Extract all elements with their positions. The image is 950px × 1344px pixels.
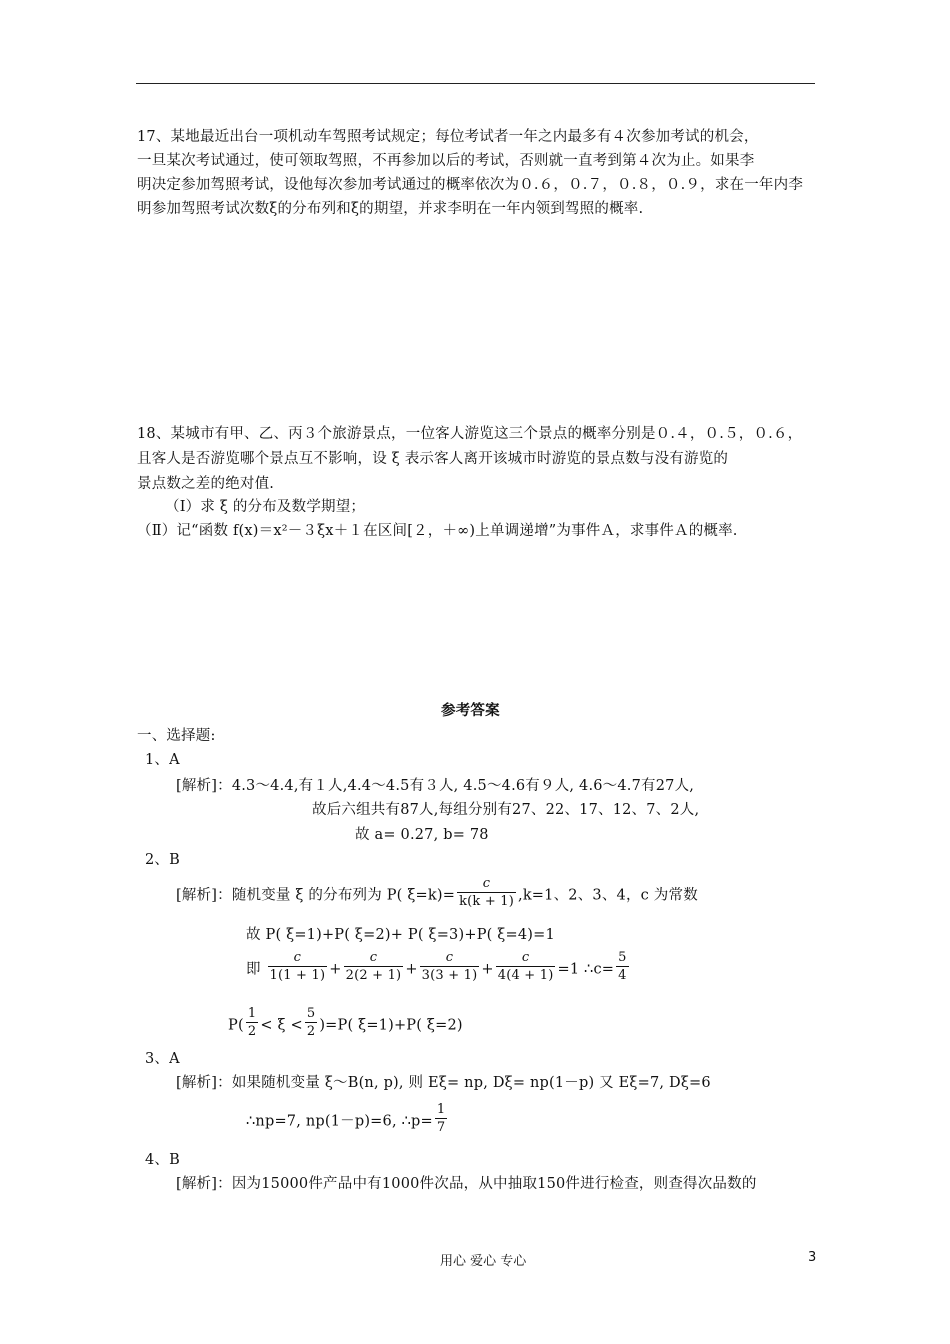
fraction-3: [420, 949, 480, 984]
section-choice: 一、选择题:: [137, 728, 216, 744]
fraction-denominator: 4: [618, 968, 627, 983]
fraction-numerator: c: [496, 949, 556, 967]
answer-1-line-2: 故后六组共有87人,每组分别有27、22、17、12、7、2人,: [312, 802, 700, 818]
q18-line-1: 18、某城市有甲、乙、丙３个旅游景点，一位客人游览这三个景点的概率分别是０.４，０.５，０.６，: [137, 426, 803, 442]
page-number: 3: [808, 1250, 817, 1265]
answer-2-label: 2、B: [145, 852, 180, 868]
fraction-denominator: 2: [247, 1024, 257, 1039]
fraction-numerator: 1: [436, 1102, 446, 1117]
q17-line-4: 明参加驾照考试次数ξ的分布列和ξ的期望，并求李明在一年内领到驾照的概率.: [137, 201, 644, 217]
footer-slogan: 用心 爱心 专心: [440, 1254, 527, 1269]
answer-1-line-3: 故 a= 0.27, b= 78: [355, 827, 489, 843]
answer-4-label: 4、B: [145, 1152, 180, 1168]
answer-2-line-2: 故 P( ξ=1)+P( ξ=2)+ P( ξ=3)+P( ξ=4)=1: [246, 927, 555, 943]
fraction-denominator: 7: [436, 1120, 446, 1135]
fraction-denominator: 2(2 + 1): [345, 968, 402, 983]
answer-2-line-4-mid: < ξ <: [260, 1017, 303, 1034]
answer-2-line-3-mid: =1 ∴c=: [557, 961, 615, 978]
fraction-c-value: [616, 949, 628, 984]
q18-part-2: （Ⅱ）记“函数 f(x)＝x²－３ξx＋１在区间[２，＋∞)上单调递增”为事件Ａ，求事件Ａ的概率.: [137, 523, 738, 539]
answer-1-line-1: [解析]：4.3～4.4,有１人,4.4～4.5有３人, 4.5～4.6有９人, 4.6～4.7有27人,: [176, 778, 695, 794]
fraction-denominator: k(k + 1): [459, 894, 515, 909]
answer-2-line-4-post: )=P( ξ=1)+P( ξ=2): [319, 1017, 463, 1034]
q18-part-1: （Ⅰ）求 ξ 的分布及数学期望；: [165, 499, 366, 515]
fraction-1: [268, 949, 328, 984]
fraction-p-value: [435, 1101, 447, 1136]
answer-2-line-3-pre: 即: [246, 961, 261, 978]
fraction-numerator: 5: [618, 950, 627, 965]
answer-3-line-1: [解析]：如果随机变量 ξ～B(n, p), 则 Eξ= np, Dξ= np(1－p) 又 Eξ=7, Dξ=6: [176, 1075, 711, 1091]
answer-2-line-1-pre: [解析]：随机变量 ξ 的分布列为 P( ξ=k)=: [176, 887, 456, 904]
fraction-half: [246, 1005, 258, 1040]
answer-3-label: 3、A: [145, 1051, 180, 1067]
fraction-denominator: 2: [306, 1024, 316, 1039]
q17-line-3: 明决定参加驾照考试，设他每次参加考试通过的概率依次为０.６，０.７，０.８，０.９，求在一年内李: [137, 177, 804, 193]
answer-3-line-2-pre: ∴np=7, np(1－p)=6, ∴p=: [246, 1113, 433, 1130]
header-rule: [136, 83, 815, 84]
q18-line-3: 景点数之差的绝对值.: [137, 476, 275, 492]
fraction-numerator: c: [420, 949, 480, 967]
fraction-numerator: c: [344, 949, 404, 967]
fraction-denominator: 3(3 + 1): [421, 968, 478, 983]
answer-4-line-1: [解析]：因为15000件产品中有1000件次品，从中抽取150件进行检查，则查得次品数的: [176, 1176, 757, 1192]
fraction-numerator: 5: [306, 1006, 316, 1021]
answer-2-line-1: [176, 878, 698, 913]
fraction-numerator: c: [268, 949, 328, 967]
fraction-2: [344, 949, 404, 984]
fraction-c-over-k: [457, 875, 516, 910]
q17-line-1: 17、某地最近出台一项机动车驾照考试规定；每位考试者一年之内最多有４次参加考试的机会，: [137, 129, 759, 145]
q17-line-2: 一旦某次考试通过，使可领取驾照，不再参加以后的考试，否则就一直考到第４次为止。如果李: [137, 153, 755, 169]
answer-2-line-4: [228, 1008, 463, 1043]
answer-1-label: 1、A: [145, 752, 180, 768]
fraction-five-halves: [305, 1005, 317, 1040]
fraction-numerator: 1: [247, 1006, 257, 1021]
answers-title: 参考答案: [441, 702, 500, 719]
answer-2-line-1-post: ,k=1、2、3、4，c 为常数: [518, 887, 698, 904]
answer-2-line-3: 即 $\frac{c}{1(1 + 1)}$ + $\frac{c}{2(2 + 1)}$ + $\frac{c}{3(3 + 1)}$ + $\frac{c}{4(4 + 1)}$ =1 ∴c= $\frac{5}{4}$: [246, 950, 627, 983]
answer-2-line-4-pre: P(: [228, 1017, 244, 1034]
fraction-numerator: c: [457, 875, 516, 893]
fraction-denominator: 4(4 + 1): [497, 968, 554, 983]
fraction-denominator: 1(1 + 1): [269, 968, 326, 983]
q18-line-2: 且客人是否游览哪个景点互不影响，设 ξ 表示客人离开该城市时游览的景点数与没有游览的: [137, 451, 729, 467]
answer-3-line-2: [246, 1104, 449, 1139]
fraction-4: [496, 949, 556, 984]
